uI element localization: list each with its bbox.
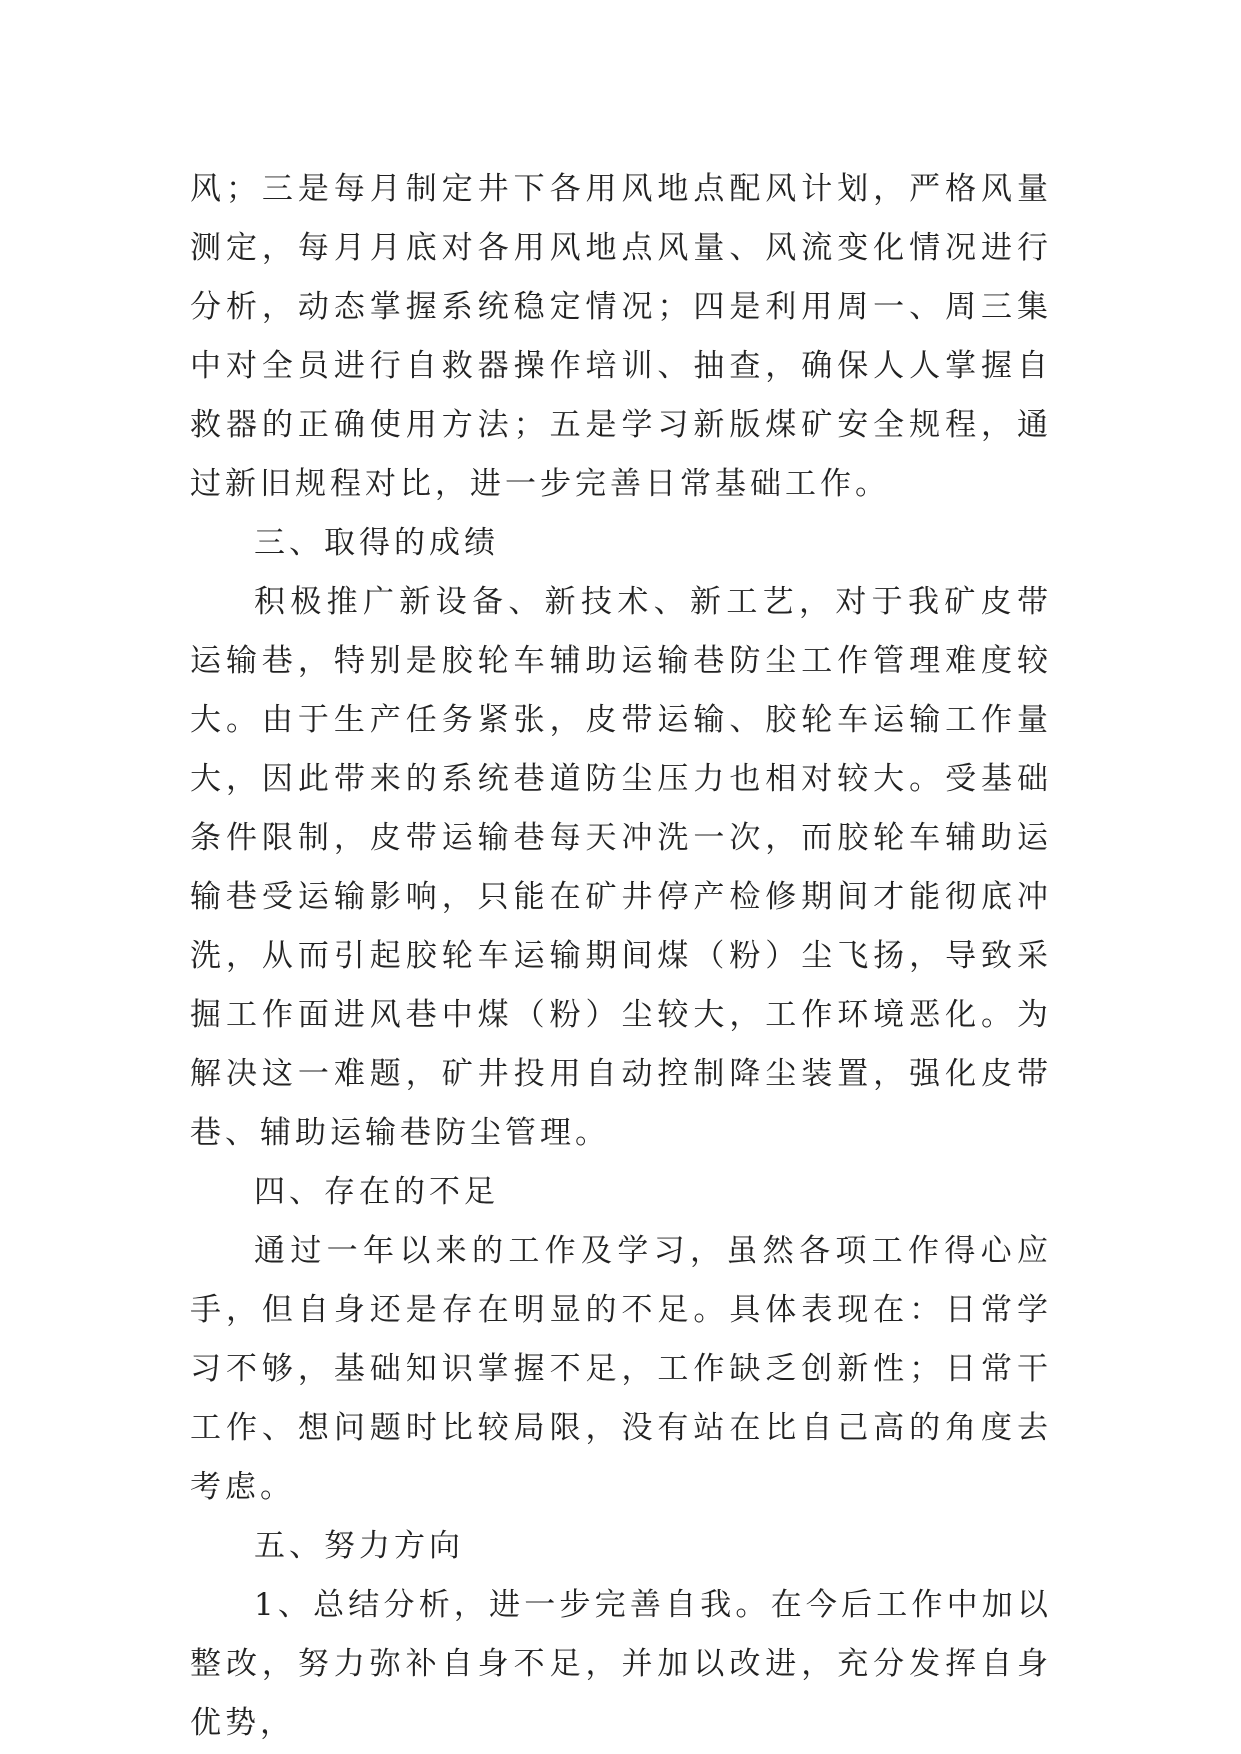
section-heading-shortcomings: 四、存在的不足 — [254, 1174, 499, 1210]
document-body — [190, 160, 1052, 1753]
paragraph-achievements: 积极推广新设备、新技术、新工艺，对于我矿皮带运输巷，特别是胶轮车辅助运输巷防尘工作管理难度较大。由于生产任务紧张，皮带运输、胶轮车运输工作量大，因此带来的系统巷道防尘压力也相对较大。受基础条件限制，皮带运输巷每天冲洗一次，而胶轮车辅助运输巷受运输影响，只能在矿井停产检修期间才能彻底冲洗，从而引起胶轮车运输期间煤（粉）尘飞扬，导致采掘工作面进风巷中煤（粉）尘较大，工作环境恶化。为解决这一难题，矿井投用自动控制降尘装置，强化皮带巷、辅助运输巷防尘管理。 — [190, 584, 1052, 1151]
section-heading-achievements: 三、取得的成绩 — [254, 525, 499, 561]
paragraph-ventilation-measures: 风；三是每月制定井下各用风地点配风计划，严格风量测定，每月月底对各用风地点风量、风流变化情况进行分析，动态掌握系统稳定情况；四是利用周一、周三集中对全员进行自救器操作培训、抽查，确保人人掌握自救器的正确使用方法；五是学习新版煤矿安全规程，通过新旧规程对比，进一步完善日常基础工作。 — [190, 171, 1052, 502]
paragraph-shortcomings: 通过一年以来的工作及学习，虽然各项工作得心应手，但自身还是存在明显的不足。具体表现在：日常学习不够，基础知识掌握不足，工作缺乏创新性；日常干工作、想问题时比较局限，没有站在比自己高的角度去考虑。 — [190, 1233, 1052, 1505]
paragraph-direction-item-1: 1、总结分析，进一步完善自我。在今后工作中加以整改，努力弥补自身不足，并加以改进，充分发挥自身优势， — [190, 1587, 1052, 1741]
section-heading-direction: 五、努力方向 — [254, 1528, 464, 1564]
